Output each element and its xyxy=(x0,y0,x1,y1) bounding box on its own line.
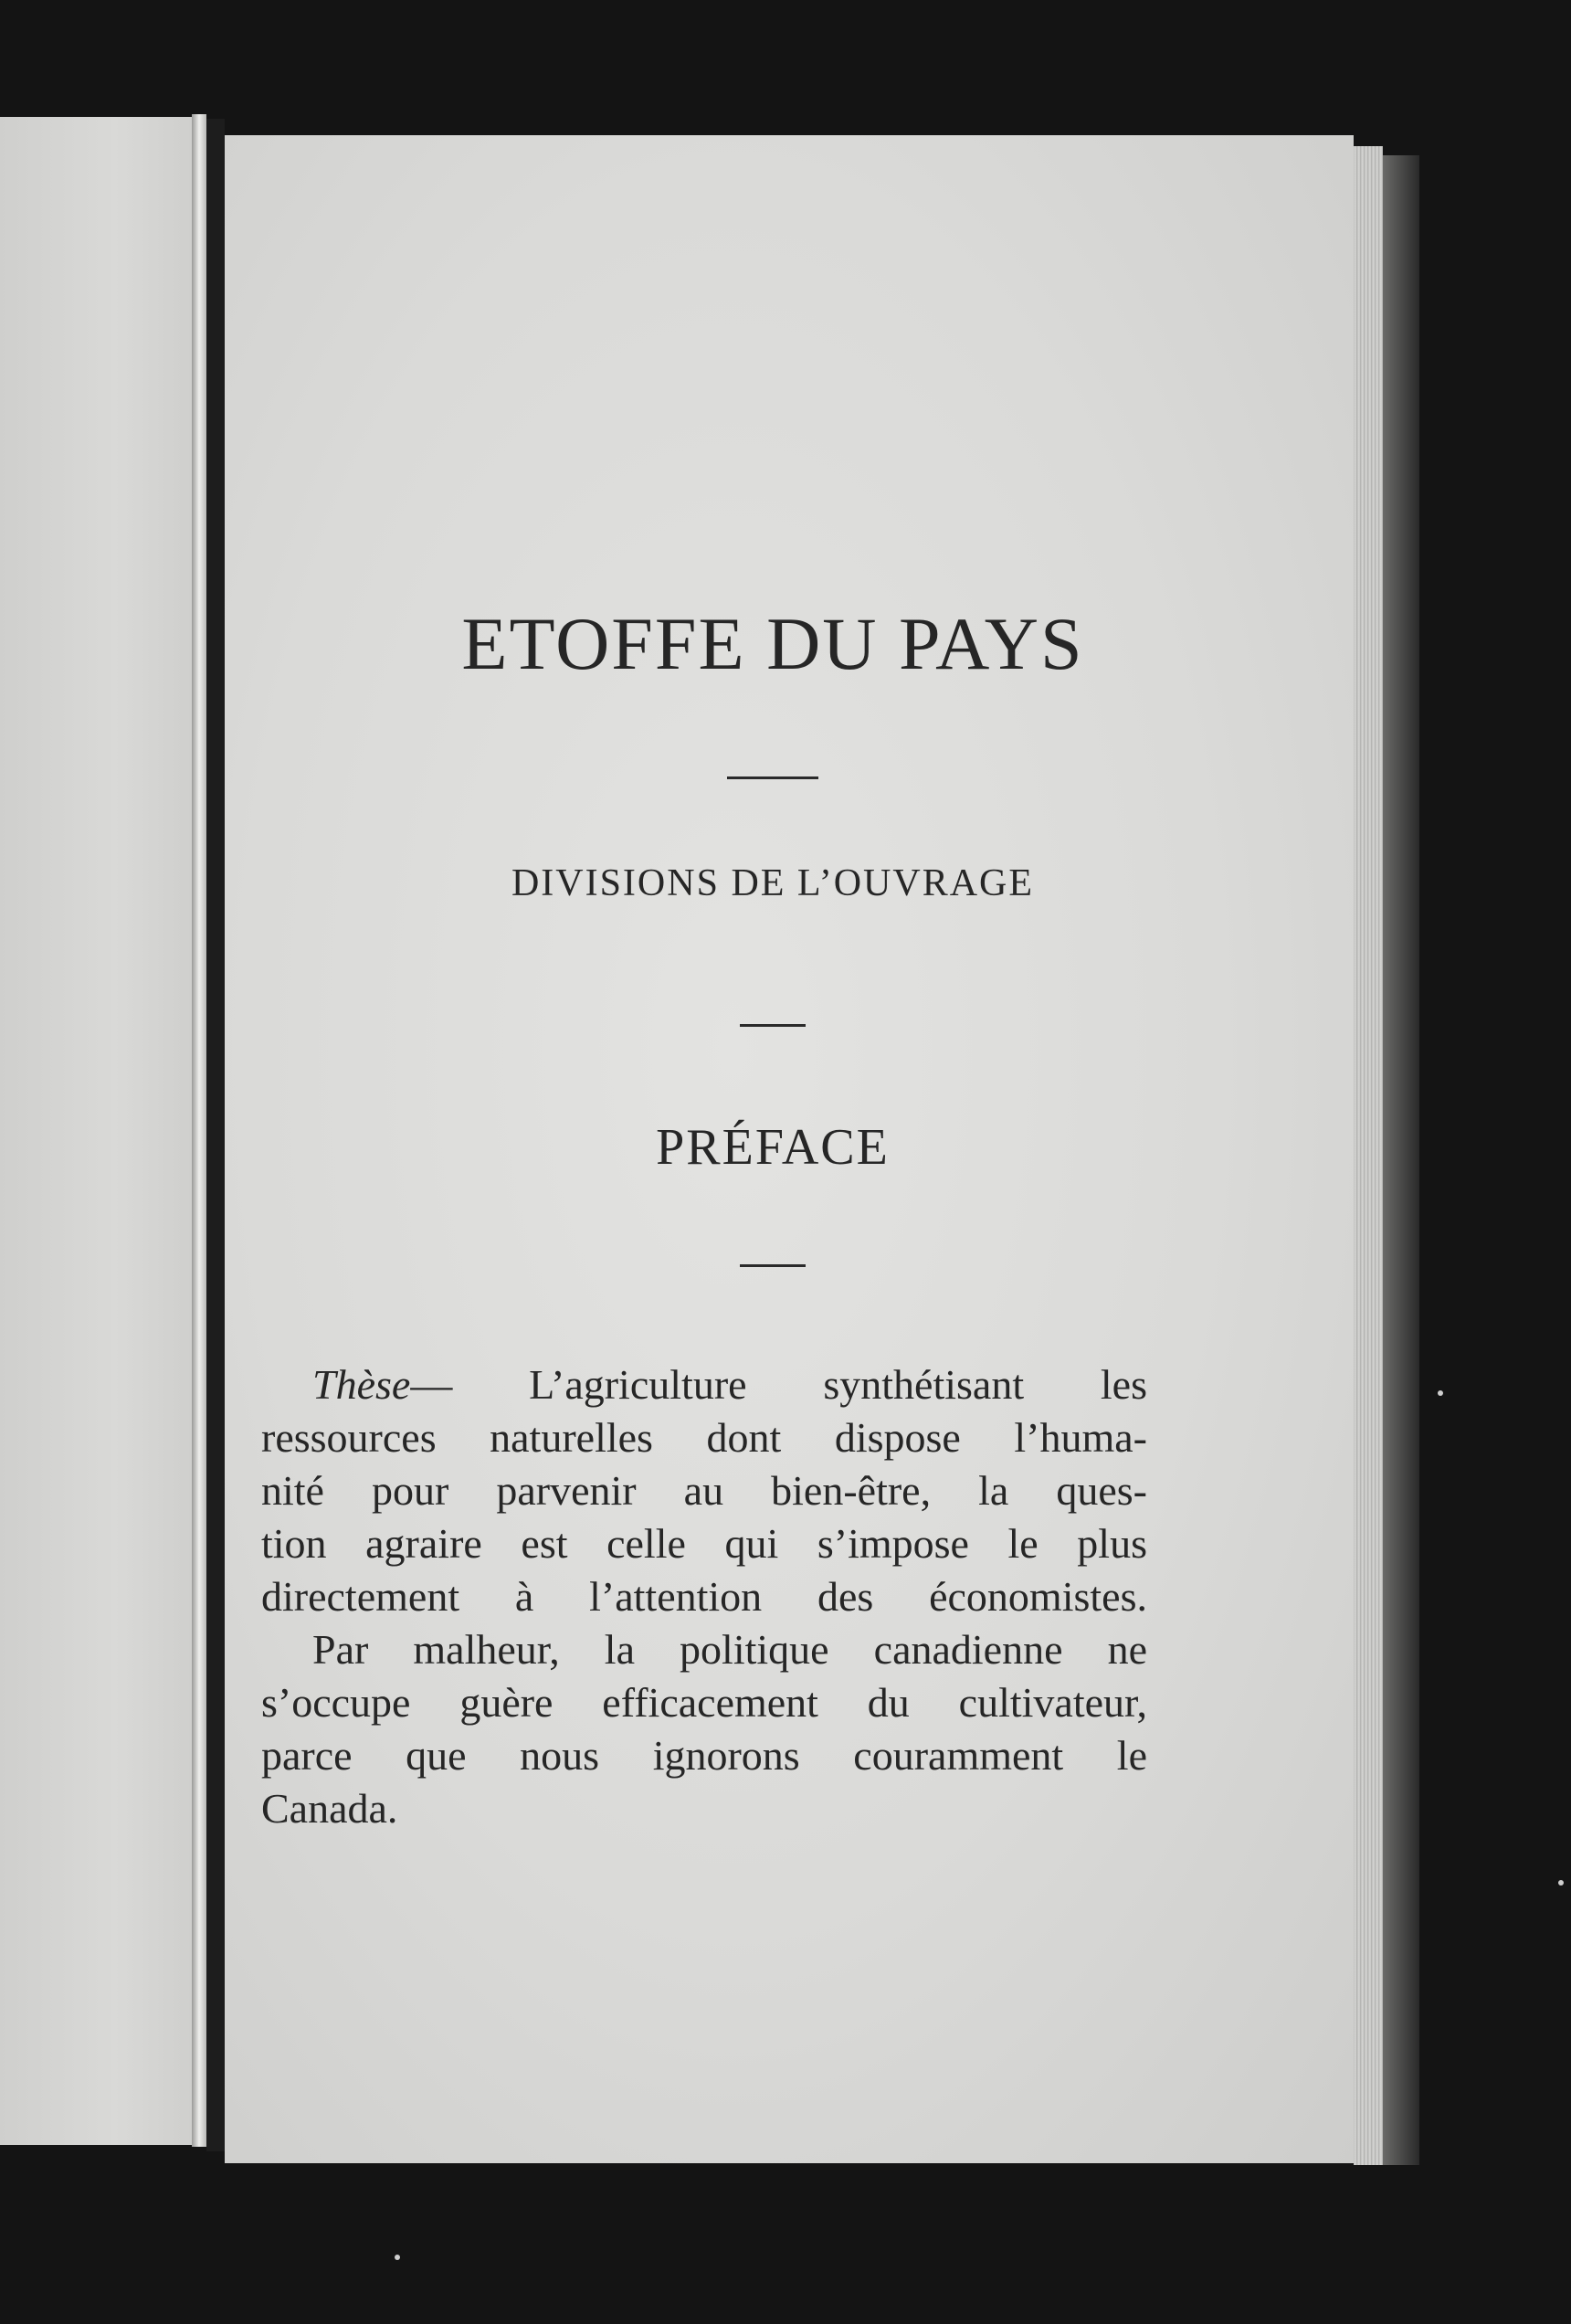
dust-speck xyxy=(1438,1390,1443,1396)
divider-rule xyxy=(740,1264,806,1267)
dust-speck xyxy=(395,2255,400,2260)
paragraph-line: tion agraire est celle qui s’impose le plus xyxy=(261,1520,1147,1568)
left-page xyxy=(0,117,192,2145)
page-stack-shadow xyxy=(1383,155,1419,2165)
book-gutter xyxy=(206,119,225,2151)
page-text xyxy=(261,603,1147,1835)
divisions-subtitle: DIVISIONS DE L’OUVRAGE xyxy=(511,862,1035,905)
divider-rule xyxy=(740,1024,806,1027)
these-label: Thèse xyxy=(312,1361,411,1409)
page-stack-edges xyxy=(1354,146,1383,2165)
dust-speck xyxy=(1558,1880,1564,1886)
these-paragraph xyxy=(261,1358,1147,1623)
paragraph-line: ressources naturelles dont dispose l’huma- xyxy=(261,1414,1147,1462)
em-dash: — xyxy=(410,1361,453,1409)
book-title: ETOFFE DU PAYS xyxy=(461,602,1084,685)
left-page-edge xyxy=(192,114,206,2147)
preface-heading: PRÉFACE xyxy=(656,1119,890,1177)
divider-rule xyxy=(727,776,818,779)
paragraph-line: s’occupe guère efficacement du cultivateur, xyxy=(261,1679,1147,1727)
paragraph-line: Par malheur, la politique canadienne ne xyxy=(312,1626,1147,1674)
paragraph-line: Thèse— L’agriculture synthétisant les xyxy=(312,1361,1147,1409)
malheur-paragraph xyxy=(261,1623,1147,1835)
paragraph-line: directement à l’attention des économistes. xyxy=(261,1573,1147,1621)
paragraph-line: parce que nous ignorons couramment le xyxy=(261,1732,1147,1780)
paragraph-line: Canada. xyxy=(261,1785,398,1833)
paragraph-line: nité pour parvenir au bien-être, la ques- xyxy=(261,1467,1147,1515)
